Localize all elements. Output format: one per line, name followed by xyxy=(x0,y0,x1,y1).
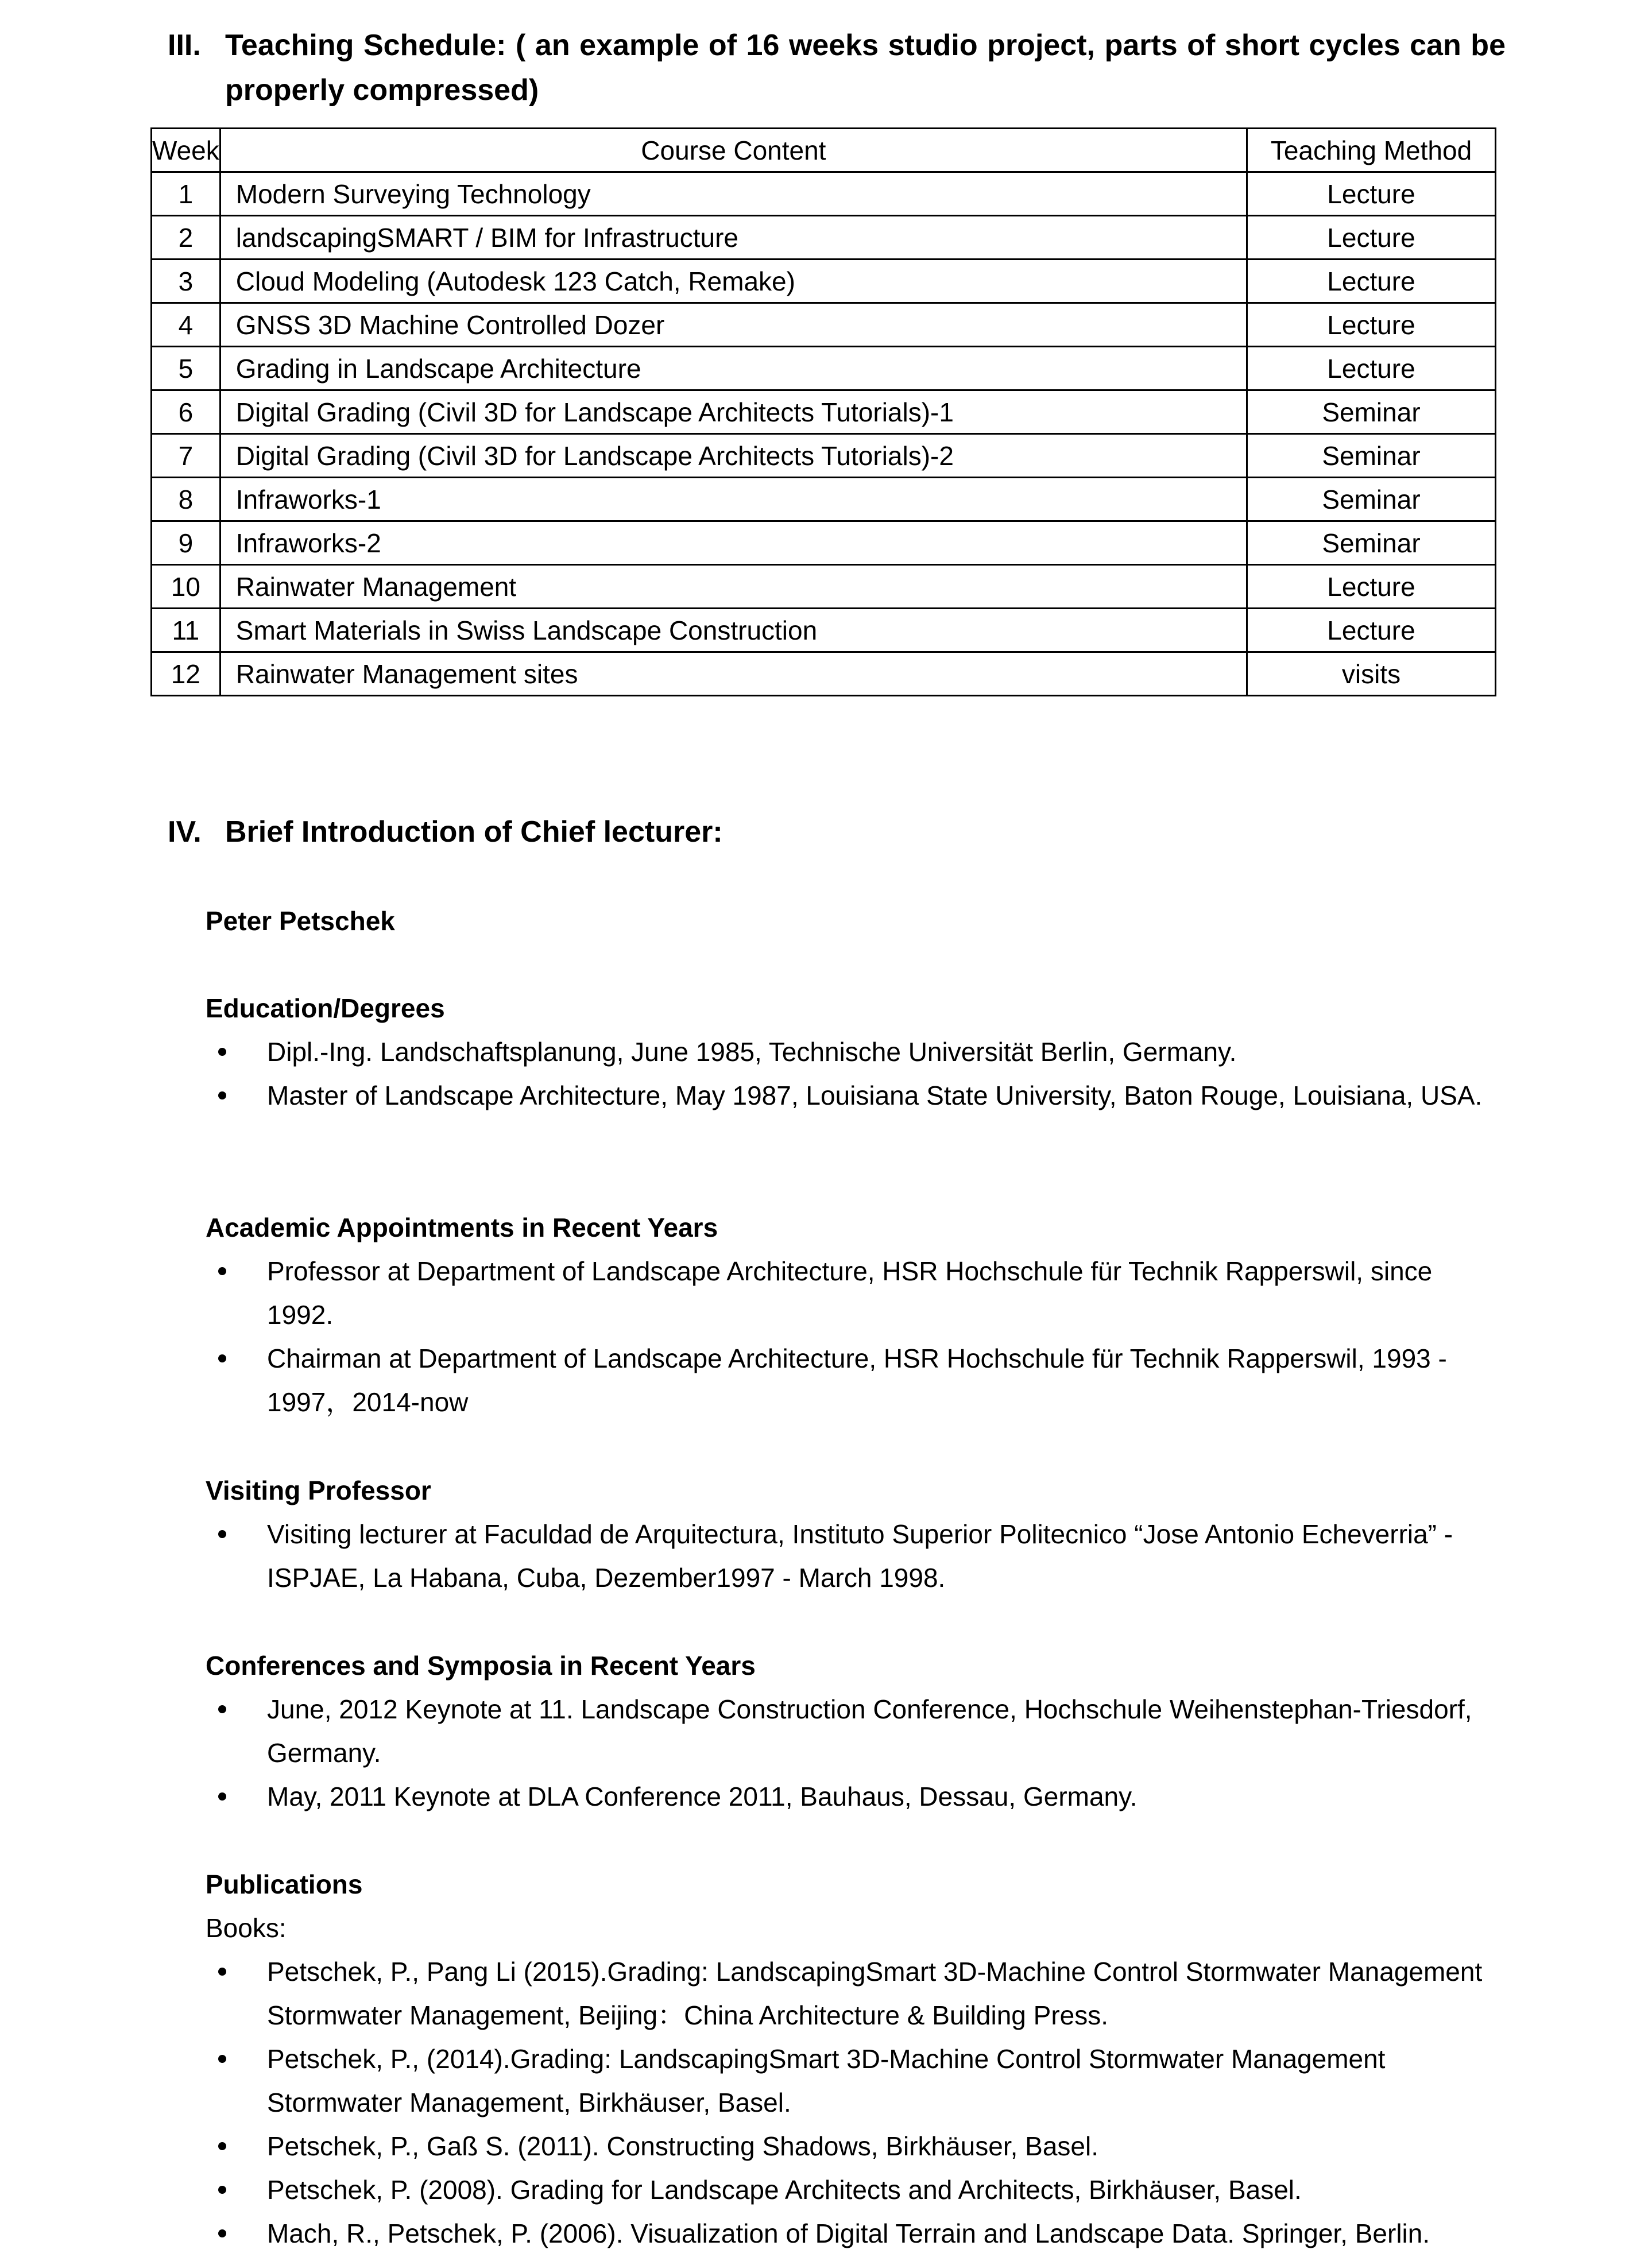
content-cell: GNSS 3D Machine Controlled Dozer xyxy=(220,303,1247,347)
table-row xyxy=(152,172,1496,216)
education-section xyxy=(206,986,1498,1117)
content-cell: Rainwater Management xyxy=(220,565,1247,609)
table-header-row xyxy=(152,129,1496,172)
section-3-number: III. xyxy=(168,29,201,62)
list-item xyxy=(206,1074,1498,1117)
bullet-icon xyxy=(218,1530,226,1538)
bullet-icon xyxy=(218,1048,226,1056)
method-cell: Lecture xyxy=(1247,172,1496,216)
publications-heading: Publications xyxy=(206,1869,363,1899)
table-row xyxy=(152,565,1496,609)
method-cell: Seminar xyxy=(1247,434,1496,478)
table-row xyxy=(152,609,1496,652)
content-cell: landscapingSMART / BIM for Infrastructure xyxy=(220,216,1247,260)
list-item xyxy=(206,2212,1498,2255)
content-cell: Smart Materials in Swiss Landscape Construction xyxy=(220,609,1247,652)
conferences-list xyxy=(206,1687,1498,1818)
publications-list xyxy=(206,1950,1498,2255)
section-3-heading xyxy=(168,23,1506,115)
bullet-icon xyxy=(218,1267,226,1275)
week-cell: 12 xyxy=(152,652,220,696)
section-4-number: IV. xyxy=(168,815,202,849)
teaching-schedule-table xyxy=(150,127,1496,696)
list-item xyxy=(206,1687,1498,1775)
education-item-text: Dipl.-Ing. Landschaftsplanung, June 1985, Technische Universität Berlin, Germany. xyxy=(267,1037,1237,1067)
list-item xyxy=(206,2037,1498,2124)
table-row xyxy=(152,260,1496,303)
conferences-section xyxy=(206,1644,1498,1818)
week-cell: 1 xyxy=(152,172,220,216)
week-cell: 7 xyxy=(152,434,220,478)
content-cell: Infraworks-2 xyxy=(220,521,1247,565)
publication-item-text: Petschek, P., Pang Li (2015).Grading: LandscapingSmart 3D-Machine Control Stormwater Management Stormwater Management, Beijing：China Architecture & Building Press. xyxy=(267,1957,1483,2030)
table-row xyxy=(152,347,1496,390)
bullet-icon xyxy=(218,1091,226,1099)
week-cell: 5 xyxy=(152,347,220,390)
method-cell: visits xyxy=(1247,652,1496,696)
appointment-item-text: Chairman at Department of Landscape Architecture, HSR Hochschule für Technik Rapperswil, 1993 - 1997，2014-now xyxy=(267,1343,1447,1417)
bullet-icon xyxy=(218,2142,226,2150)
table-row xyxy=(152,390,1496,434)
content-cell: Rainwater Management sites xyxy=(220,652,1247,696)
conference-item-text: June, 2012 Keynote at 11. Landscape Construction Conference, Hochschule Weihenstephan-Triesdorf, Germany. xyxy=(267,1694,1472,1768)
list-item xyxy=(206,2168,1498,2212)
week-cell: 11 xyxy=(152,609,220,652)
method-cell: Seminar xyxy=(1247,478,1496,521)
method-cell: Lecture xyxy=(1247,565,1496,609)
table-row xyxy=(152,216,1496,260)
lecturer-name: Peter Petschek xyxy=(206,906,395,936)
header-course-content: Course Content xyxy=(220,129,1247,172)
conference-item-text: May, 2011 Keynote at DLA Conference 2011, Bauhaus, Dessau, Germany. xyxy=(267,1782,1138,1811)
week-cell: 8 xyxy=(152,478,220,521)
table-row xyxy=(152,434,1496,478)
week-cell: 6 xyxy=(152,390,220,434)
header-teaching-method: Teaching Method xyxy=(1247,129,1496,172)
conferences-heading: Conferences and Symposia in Recent Years xyxy=(206,1651,756,1681)
education-item-text: Master of Landscape Architecture, May 1987, Louisiana State University, Baton Rouge, Louisiana, USA. xyxy=(267,1081,1483,1110)
bullet-icon xyxy=(218,2186,226,2194)
appointments-section xyxy=(206,1206,1498,1424)
visiting-heading: Visiting Professor xyxy=(206,1476,431,1505)
education-heading: Education/Degrees xyxy=(206,993,445,1023)
publication-item-text: Petschek, P. (2008). Grading for Landscape Architects and Architects, Birkhäuser, Basel. xyxy=(267,2175,1302,2205)
table-row xyxy=(152,652,1496,696)
content-cell: Cloud Modeling (Autodesk 123 Catch, Remake) xyxy=(220,260,1247,303)
list-item xyxy=(206,1030,1498,1074)
week-cell: 9 xyxy=(152,521,220,565)
visiting-section xyxy=(206,1469,1498,1600)
header-week: Week xyxy=(152,129,220,172)
books-label: Books: xyxy=(206,1913,287,1943)
list-item xyxy=(206,2124,1498,2168)
list-item xyxy=(206,1775,1498,1818)
method-cell: Seminar xyxy=(1247,390,1496,434)
method-cell: Lecture xyxy=(1247,303,1496,347)
week-cell: 3 xyxy=(152,260,220,303)
appointments-list xyxy=(206,1249,1498,1424)
content-cell: Infraworks-1 xyxy=(220,478,1247,521)
method-cell: Lecture xyxy=(1247,609,1496,652)
section-4-heading xyxy=(168,810,1506,854)
education-list xyxy=(206,1030,1498,1117)
bullet-icon xyxy=(218,1705,226,1713)
bullet-icon xyxy=(218,1792,226,1801)
bullet-icon xyxy=(218,1968,226,1976)
method-cell: Seminar xyxy=(1247,521,1496,565)
bullet-icon xyxy=(218,1354,226,1362)
publication-item-text: Mach, R., Petschek, P. (2006). Visualization of Digital Terrain and Landscape Data. Springer, Berlin. xyxy=(267,2218,1430,2248)
publication-item-text: Petschek, P., Gaß S. (2011). Constructing Shadows, Birkhäuser, Basel. xyxy=(267,2131,1099,2161)
week-cell: 2 xyxy=(152,216,220,260)
table-row xyxy=(152,521,1496,565)
publication-item-text: Petschek, P., (2014).Grading: LandscapingSmart 3D-Machine Control Stormwater Management Stormwater Management, Birkhäuser, Basel. xyxy=(267,2044,1386,2117)
method-cell: Lecture xyxy=(1247,260,1496,303)
list-item xyxy=(206,1512,1498,1600)
content-cell: Grading in Landscape Architecture xyxy=(220,347,1247,390)
visiting-list xyxy=(206,1512,1498,1600)
publications-section xyxy=(206,1863,1498,2255)
content-cell: Digital Grading (Civil 3D for Landscape Architects Tutorials)-1 xyxy=(220,390,1247,434)
method-cell: Lecture xyxy=(1247,347,1496,390)
bullet-icon xyxy=(218,2229,226,2237)
list-item xyxy=(206,1249,1498,1337)
appointments-heading: Academic Appointments in Recent Years xyxy=(206,1213,718,1242)
content-cell: Digital Grading (Civil 3D for Landscape Architects Tutorials)-2 xyxy=(220,434,1247,478)
week-cell: 4 xyxy=(152,303,220,347)
section-4-title: Brief Introduction of Chief lecturer: xyxy=(225,815,723,849)
section-3-title: Teaching Schedule: ( an example of 16 weeks studio project, parts of short cycles can be properly compressed) xyxy=(225,29,1506,107)
method-cell: Lecture xyxy=(1247,216,1496,260)
appointment-item-text: Professor at Department of Landscape Architecture, HSR Hochschule für Technik Rapperswil, since 1992. xyxy=(267,1256,1433,1330)
list-item xyxy=(206,1950,1498,2037)
table-row xyxy=(152,303,1496,347)
list-item xyxy=(206,1337,1498,1424)
week-cell: 10 xyxy=(152,565,220,609)
table-row xyxy=(152,478,1496,521)
visiting-item-text: Visiting lecturer at Faculdad de Arquitectura, Instituto Superior Politecnico “Jose Antonio Echeverria” - ISPJAE, La Habana, Cuba, Dezember1997 - March 1998. xyxy=(267,1519,1453,1593)
bullet-icon xyxy=(218,2055,226,2063)
content-cell: Modern Surveying Technology xyxy=(220,172,1247,216)
